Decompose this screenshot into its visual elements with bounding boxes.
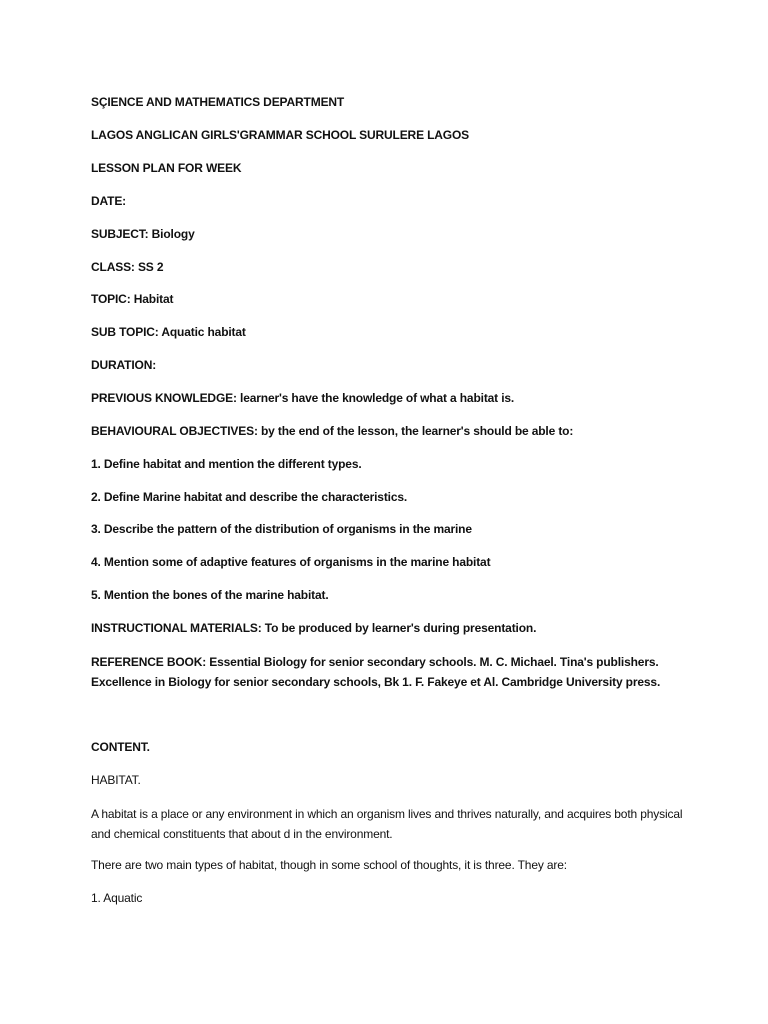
school-name: LAGOS ANGLICAN GIRLS'GRAMMAR SCHOOL SURULERE LAGOS: [91, 128, 470, 142]
content-heading: CONTENT.: [91, 740, 150, 754]
date-field: DATE:: [91, 194, 127, 208]
objective-item: 5. Mention the bones of the marine habitat.: [91, 588, 329, 602]
habitat-definition: A habitat is a place or any environment in which an organism lives and thrives naturally, and acquires both physical and chemical constituents that about d in the environment.: [91, 807, 683, 841]
department-heading: SÇIENCE AND MATHEMATICS DEPARTMENT: [91, 95, 345, 109]
objective-item: 2. Define Marine habitat and describe the characteristics.: [91, 490, 408, 504]
subject-field: SUBJECT: Biology: [91, 227, 195, 241]
lesson-plan-title: LESSON PLAN FOR WEEK: [91, 161, 242, 175]
habitat-types-intro: There are two main types of habitat, though in some school of thoughts, it is three. They are:: [91, 858, 567, 872]
subtopic-field: SUB TOPIC: Aquatic habitat: [91, 325, 246, 339]
duration-field: DURATION:: [91, 358, 157, 372]
topic-field: TOPIC: Habitat: [91, 292, 174, 306]
objective-item: 1. Define habitat and mention the different types.: [91, 457, 362, 471]
behavioural-objectives: BEHAVIOURAL OBJECTIVES: by the end of the lesson, the learner's should be able to:: [91, 424, 574, 438]
objective-item: 4. Mention some of adaptive features of organisms in the marine habitat: [91, 555, 491, 569]
objective-item: 3. Describe the pattern of the distribution of organisms in the marine: [91, 522, 472, 536]
reference-books: REFERENCE BOOK: Essential Biology for senior secondary schools. M. C. Michael. Tina's publishers. Excellence in Biology for senior secondary schools, Bk 1. F. Fakeye et Al. Cambridge University press.: [91, 655, 661, 689]
class-field: CLASS: SS 2: [91, 260, 164, 274]
habitat-type-item: 1. Aquatic: [91, 891, 143, 905]
habitat-subheading: HABITAT.: [91, 773, 141, 787]
previous-knowledge: PREVIOUS KNOWLEDGE: learner's have the knowledge of what a habitat is.: [91, 391, 515, 405]
instructional-materials: INSTRUCTIONAL MATERIALS: To be produced by learner's during presentation.: [91, 621, 537, 635]
